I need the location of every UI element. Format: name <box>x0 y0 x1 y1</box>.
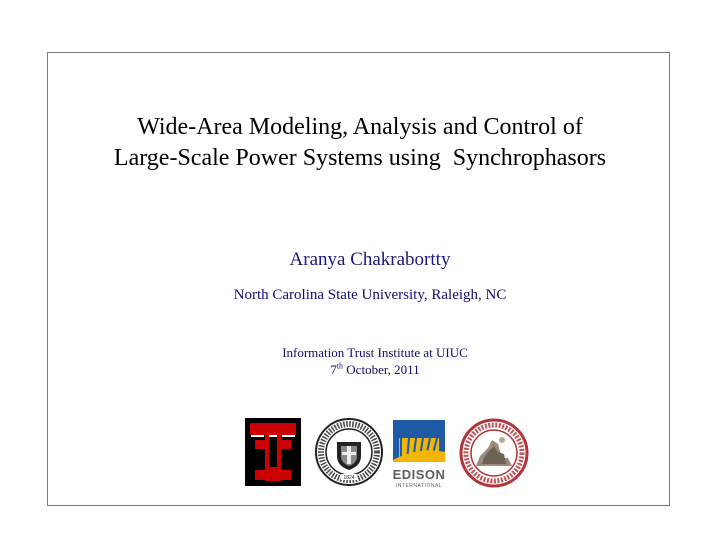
edison-wordmark: EDISON <box>392 467 446 482</box>
university-seal-logo <box>458 418 530 488</box>
presentation-date <box>0 362 720 378</box>
slide-title <box>0 112 720 174</box>
edison-international-logo <box>391 418 447 490</box>
event-name: Information Trust Institute at UIUC <box>282 345 468 360</box>
author-affiliation: North Carolina State University, Raleigh, NC <box>233 287 507 303</box>
date-suffix: th <box>336 361 344 371</box>
edison-subtitle: INTERNATIONAL <box>395 483 443 489</box>
title-line-2: Large-Scale Power Systems using Synchrophasors <box>113 145 607 171</box>
rensselaer-year-text: 1824 <box>343 475 355 481</box>
title-line-1: Wide-Area Modeling, Analysis and Control of <box>137 114 583 140</box>
date-rest: October, 2011 <box>343 362 420 377</box>
texas-tech-logo <box>245 418 301 486</box>
rensselaer-seal-logo <box>315 418 383 486</box>
date-day: 7 <box>330 362 337 377</box>
author-name: Aranya Chakrabortty <box>289 249 451 270</box>
